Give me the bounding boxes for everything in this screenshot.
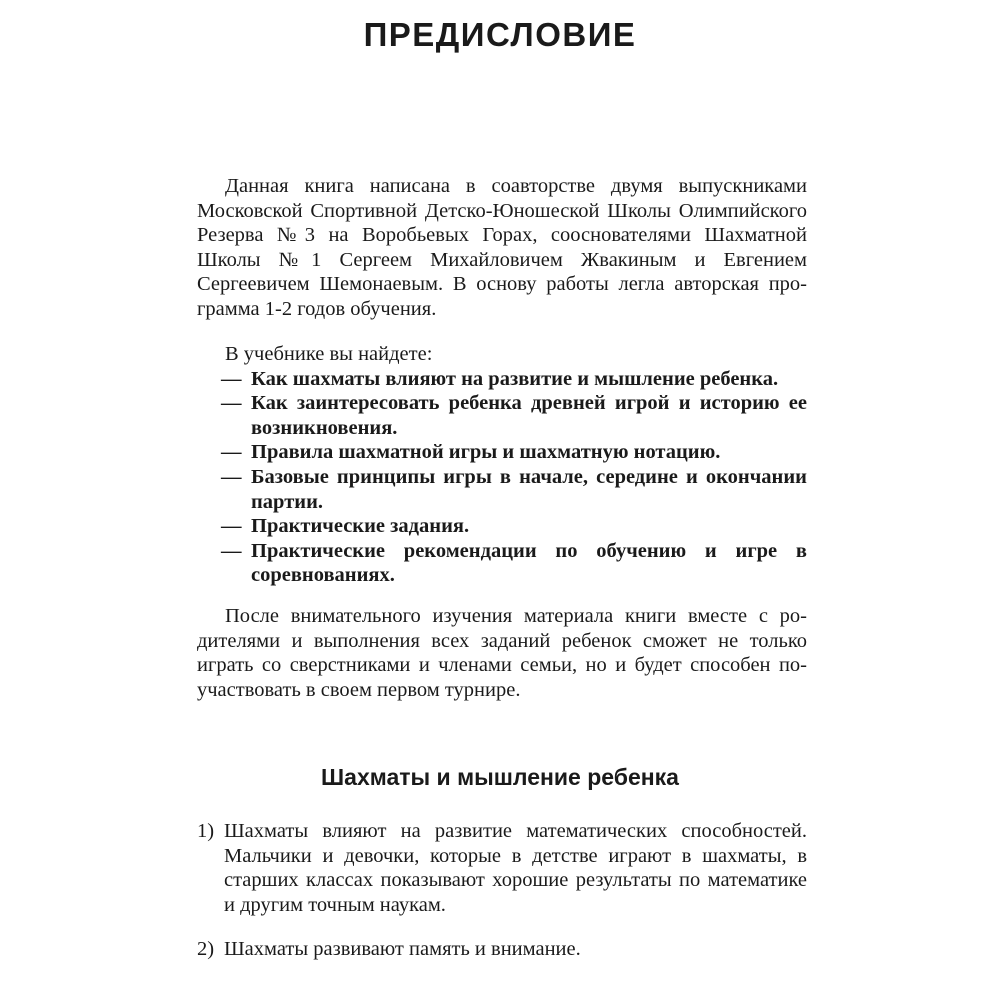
numbered-point xyxy=(197,937,807,962)
list-item-text: Практические рекомендации по обучению и игре в соревнованиях. xyxy=(251,539,807,587)
list-dash: — xyxy=(221,441,242,464)
page-title: ПРЕДИСЛОВИЕ xyxy=(363,16,637,53)
list-dash: — xyxy=(221,367,242,390)
point-text: Шахматы влияют на развитие математических способностей. Мальчики и девочки, которые в детстве играют в шахматы, в старших классах показывают хорошие результаты по математике и другим точным наукам. xyxy=(224,820,807,916)
list-item xyxy=(197,391,807,440)
list-item xyxy=(197,367,807,392)
list-item xyxy=(197,514,807,539)
list-item-text: Как шахматы влияют на развитие и мышление ребенка. xyxy=(251,367,779,390)
list-item-text: Базовые принципы игры в начале, середине и окончании партии. xyxy=(251,465,807,513)
list-intro: В учебнике вы найдете: xyxy=(225,343,433,365)
point-text: Шахматы развивают память и внимание. xyxy=(224,938,581,960)
numbered-point xyxy=(197,819,807,917)
point-number: 2) xyxy=(197,938,215,960)
list-item xyxy=(197,539,807,588)
list-dash: — xyxy=(221,539,242,562)
contents-list xyxy=(197,367,807,588)
outro-paragraph: После внимательного изучения материала книги вместе с родителями и выполнения всех заданий ребенок сможет не только играть со сверстниками и членами семьи, но и будет способен поучаствовать в своем первом турнире. xyxy=(197,605,807,701)
list-dash: — xyxy=(221,515,242,538)
section-title: Шахматы и мышление ребенка xyxy=(321,764,679,790)
list-item xyxy=(197,465,807,514)
intro-paragraph: Данная книга написана в соавторстве двумя выпускниками Московской Спортивной Детско-Юношеской Школы Олимпийского Резерва №3 на Воробьевых Горах, сооснователями Шахматной Школы №1 Сергеем Михайловичем Жвакиным и Евгением Сергеевичем Шемонаевым. В основу работы легла авторская программа 1-2 годов обучения. xyxy=(197,175,807,320)
intro-paragraph-block xyxy=(197,174,807,322)
outro-paragraph-block xyxy=(197,604,807,702)
list-item xyxy=(197,440,807,465)
list-item-text: Правила шахматной игры и шахматную нотацию. xyxy=(251,441,721,464)
list-item-text: Практические задания. xyxy=(251,515,470,538)
point-number: 1) xyxy=(197,820,215,842)
contents-list-block xyxy=(197,342,807,588)
list-item-text: Как заинтересовать ребенка древней игрой и историю ее возникновения. xyxy=(251,392,807,439)
list-dash: — xyxy=(221,392,242,415)
list-dash: — xyxy=(221,465,242,488)
